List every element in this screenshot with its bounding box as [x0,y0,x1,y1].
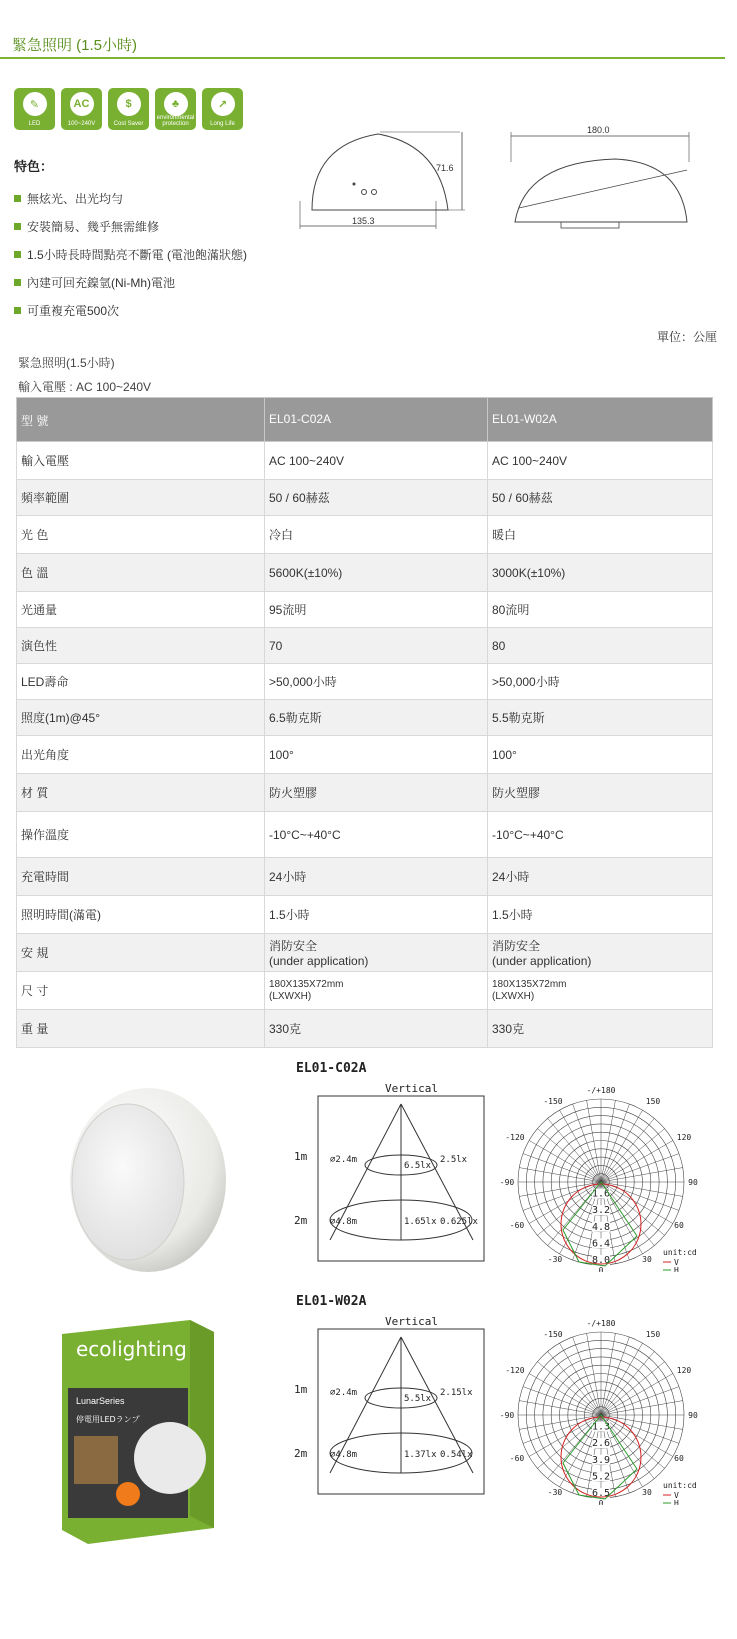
polar-value-label: 3.9 [591,1454,611,1466]
polar-angle-label: 30 [642,1488,652,1497]
polar-angle-label: -150 [543,1097,563,1106]
svg-text:5.5lx: 5.5lx [404,1394,432,1404]
unit-label: 單位：公厘 [656,330,717,344]
polar-angle-label: 30 [642,1255,652,1264]
bullet-icon [14,251,21,258]
spec-input-voltage: 輸入電壓 : AC 100~240V [18,380,152,394]
table-row: 操作溫度 -10°C~+40°C -10°C~+40°C [17,812,713,858]
polar-unit-label: unit:cd [663,1248,697,1257]
package-series: LunarSeries [76,1396,125,1406]
svg-text:1.37lx: 1.37lx [404,1450,437,1460]
table-row: 出光角度 100° 100° [17,736,713,774]
header-cell: EL01-W02A [488,398,713,442]
table-header-row [17,398,713,442]
svg-text:∅2.4m: ∅2.4m [330,1388,358,1398]
svg-text:∅4.8m: ∅4.8m [330,1217,358,1227]
polar-chart-w02a [500,1315,710,1505]
cost-saver-icon: $ Cost Saver [108,88,149,130]
long-life-icon: ↗ Long Life [202,88,243,130]
polar-chart-c02a [500,1082,710,1272]
polar-value-label: 1.6 [591,1188,611,1200]
bullet-icon [14,279,21,286]
svg-text:1m: 1m [294,1150,308,1163]
table-row: 輸入電壓 AC 100~240V AC 100~240V [17,442,713,480]
feature-item: 可重複充電500次 [14,296,247,324]
package-brand: ecolighting [76,1337,187,1361]
model-label-c02a: EL01-C02A [296,1061,367,1076]
svg-text:2m: 2m [294,1447,308,1460]
front-view-drawing [290,125,490,240]
svg-text:∅4.8m: ∅4.8m [330,1450,358,1460]
svg-text:Vertical: Vertical [385,1082,438,1095]
svg-text:0.625lx: 0.625lx [440,1217,478,1227]
cone-diagram-c02a [290,1080,490,1265]
front-height-label: 71.6 [436,163,454,173]
spec-subtitle: 緊急照明(1.5小時) [18,356,115,370]
polar-angle-label: -90 [500,1411,515,1420]
polar-angle-label: 0 [598,1266,604,1272]
feature-item: 無炫光、出光均勻 [14,184,247,212]
bullet-icon [14,223,21,230]
package-product-name: 停電用LEDランプ [76,1415,140,1424]
polar-angle-label: 0 [598,1499,604,1505]
led-icon: ✎ LED [14,88,55,130]
page-title: 緊急照明 (1.5小時) [12,37,138,54]
bullet-icon [14,307,21,314]
legend-v-label: V [674,1258,679,1267]
polar-angle-label: 120 [676,1366,692,1375]
polar-angle-label: -/+180 [586,1086,616,1095]
package-photo [62,1318,232,1548]
table-row: 充電時間 24小時 24小時 [17,858,713,896]
polar-value-label: 2.6 [591,1438,611,1450]
feature-item: 內建可回充鎳氫(Ni-Mh)電池 [14,268,247,296]
feature-icon-row [14,88,243,130]
polar-angle-label: -120 [505,1133,525,1142]
svg-text:2.5lx: 2.5lx [440,1155,468,1165]
svg-text:1m: 1m [294,1383,308,1396]
legend-h-label: H [674,1266,679,1272]
table-row: 頻率範圍 50 / 60赫茲 50 / 60赫茲 [17,480,713,516]
environment-icon: ♣ environmental protection [155,88,196,130]
table-row: 光通量 95流明 80流明 [17,592,713,628]
polar-unit-label: unit:cd [663,1481,697,1490]
polar-angle-label: 90 [688,1178,698,1187]
model-label-w02a: EL01-W02A [296,1294,367,1309]
table-row: 尺 寸 180X135X72mm (LXWXH) 180X135X72mm (LXWXH) [17,972,713,1010]
svg-text:0.54lx: 0.54lx [440,1450,473,1460]
table-row: 照度(1m)@45° 6.5勒克斯 5.5勒克斯 [17,700,713,736]
table-row: 安 規 消防安全 (under application) 消防安全 (under application) [17,934,713,972]
polar-angle-label: -150 [543,1330,563,1339]
feature-item: 1.5小時長時間點亮不斷電 (電池飽滿狀態) [14,240,247,268]
polar-value-label: 8.0 [591,1255,611,1266]
header-cell: EL01-C02A [265,398,488,442]
polar-angle-label: -30 [547,1255,563,1264]
feature-item: 安裝簡易、幾乎無需維修 [14,212,247,240]
table-row: 材 質 防火塑膠 防火塑膠 [17,774,713,812]
polar-angle-label: 60 [674,1454,684,1463]
table-row: 重 量 330克 330克 [17,1010,713,1048]
polar-value-label: 6.5 [591,1488,611,1499]
polar-angle-label: -60 [509,1221,525,1230]
bullet-icon [14,195,21,202]
polar-value-label: 1.3 [591,1421,611,1433]
polar-value-label: 5.2 [591,1471,611,1483]
table-row: 色 溫 5600K(±10%) 3000K(±10%) [17,554,713,592]
svg-text:2.15lx: 2.15lx [440,1388,473,1398]
side-length-label: 180.0 [587,125,610,135]
polar-angle-label: 60 [674,1221,684,1230]
legend-v-label: V [674,1491,679,1500]
polar-value-label: 4.8 [591,1221,611,1233]
legend-h-label: H [674,1499,679,1505]
svg-text:2m: 2m [294,1214,308,1227]
polar-value-label: 6.4 [591,1238,611,1250]
svg-text:Vertical: Vertical [385,1315,438,1328]
polar-angle-label: -90 [500,1178,515,1187]
cone-diagram-w02a [290,1313,490,1498]
table-row: LED壽命 >50,000小時 >50,000小時 [17,664,713,700]
svg-text:∅2.4m: ∅2.4m [330,1155,358,1165]
polar-angle-label: 90 [688,1411,698,1420]
front-width-label: 135.3 [352,216,375,226]
svg-text:6.5lx: 6.5lx [404,1161,432,1171]
table-row: 照明時間(滿電) 1.5小時 1.5小時 [17,896,713,934]
polar-angle-label: -60 [509,1454,525,1463]
polar-angle-label: 150 [645,1097,661,1106]
polar-angle-label: -/+180 [586,1319,616,1328]
table-row: 演色性 70 80 [17,628,713,664]
svg-text:1.65lx: 1.65lx [404,1217,437,1227]
side-view-drawing [505,122,705,242]
title-divider [0,57,725,59]
ac-voltage-icon: AC 100~240V [61,88,102,130]
features-heading: 特色： [14,159,54,174]
spec-table [16,397,713,1048]
polar-angle-label: 120 [676,1133,692,1142]
polar-angle-label: -30 [547,1488,563,1497]
header-cell: 型 號 [17,398,265,442]
polar-value-label: 3.2 [591,1205,611,1217]
polar-angle-label: 150 [645,1330,661,1339]
polar-angle-label: -120 [505,1366,525,1375]
product-photo [66,1080,226,1280]
features-list [14,184,247,324]
table-row: 光 色 冷白 暖白 [17,516,713,554]
